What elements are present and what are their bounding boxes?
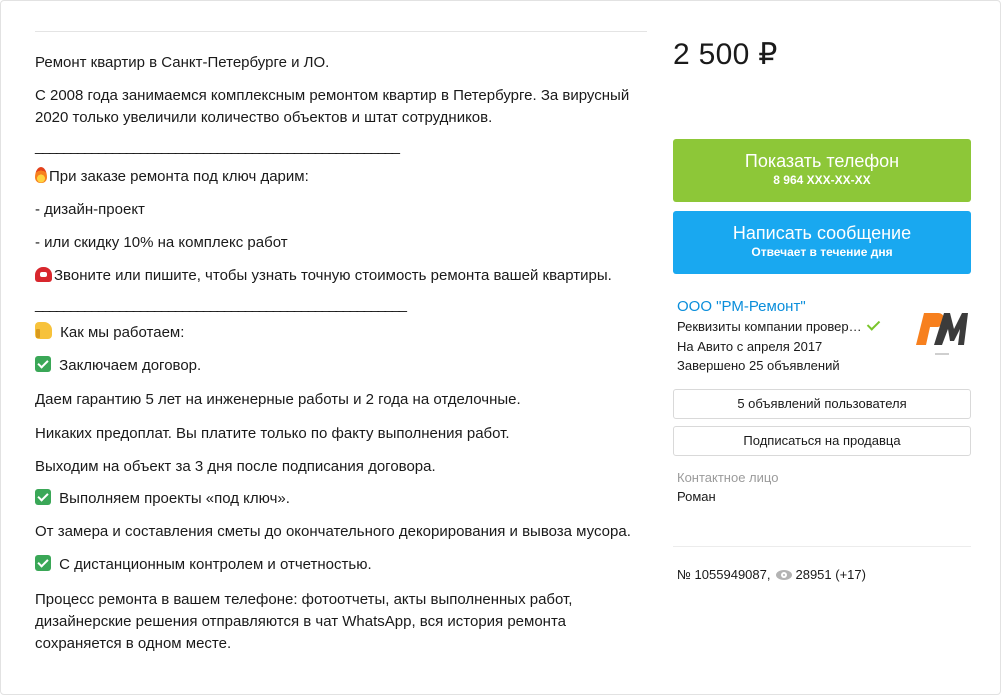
description-text: С дистанционным контролем и отчетностью. <box>59 556 372 573</box>
description-line: От замера и составления сметы до окончательного декорирования и вывоза мусора. <box>35 523 631 540</box>
seller-name-link[interactable]: ООО "РМ-Ремонт" <box>677 298 806 315</box>
eye-icon <box>776 570 792 580</box>
seller-verified <box>677 318 877 336</box>
seller-since: На Авито с апреля 2017 <box>677 339 823 354</box>
description-line <box>35 166 647 188</box>
description-line <box>35 322 647 344</box>
description-line: Даем гарантию 5 лет на инженерные работы и 2 года на отделочные. <box>35 391 521 408</box>
description-text: Звоните или пишите, чтобы узнать точную стоимость ремонта вашей квартиры. <box>54 267 612 284</box>
seller-completed: Завершено 25 объявлений <box>677 358 840 373</box>
description-text: Заключаем договор. <box>59 357 202 374</box>
description-line <box>35 488 647 510</box>
description-line <box>35 355 647 377</box>
description-line: Ремонт квартир в Санкт-Петербурге и ЛО. <box>35 54 330 71</box>
verified-check-icon <box>866 317 879 330</box>
ad-number: № 1055949087, <box>677 567 771 582</box>
ad-description <box>35 31 647 652</box>
check-box-icon <box>35 489 51 505</box>
description-line <box>35 554 647 576</box>
logo-divider <box>935 353 949 355</box>
seller-verified-text: Реквизиты компании провер… <box>677 319 862 334</box>
phone-mask: 8 964 XXX-XX-XX <box>773 173 871 187</box>
description-paragraph: Процесс ремонта в вашем телефоне: фотоотчеты, акты выполненных работ, дизайнерские решения отправляются в чат WhatsApp, вся история ремонта сохраняется в одном месте. <box>35 591 573 652</box>
description-line: Никаких предоплат. Вы платите только по факту выполнения работ. <box>35 425 510 442</box>
response-time: Отвечает в течение дня <box>751 245 893 259</box>
write-message-label: Написать сообщение <box>732 223 912 243</box>
phone-icon <box>35 267 52 282</box>
fire-icon <box>35 167 47 183</box>
description-line: Выходим на объект за 3 дня после подписания договора. <box>35 458 436 475</box>
show-phone-button[interactable] <box>673 139 971 202</box>
seller-logo[interactable] <box>910 299 970 359</box>
thumbs-up-icon <box>35 322 52 339</box>
subscribe-seller-button[interactable]: Подписаться на продавца <box>673 426 971 456</box>
separator-line: _____________________________________________________ <box>35 296 406 313</box>
description-line <box>35 265 647 287</box>
ad-meta <box>677 567 866 582</box>
description-line: - дизайн-проект <box>35 201 145 218</box>
description-line: - или скидку 10% на комплекс работ <box>35 234 288 251</box>
check-box-icon <box>35 555 51 571</box>
divider <box>673 546 971 547</box>
write-message-button[interactable] <box>673 211 971 274</box>
contact-person-label: Контактное лицо <box>677 470 779 485</box>
description-text: Как мы работаем: <box>60 324 185 341</box>
contact-person-name: Роман <box>677 489 716 504</box>
description-paragraph: С 2008 года занимаемся комплексным ремонтом квартир в Петербурге. За вирусный 2020 только увеличили количество объектов и штат сотрудников. <box>35 87 630 126</box>
price: 2 500 ₽ <box>673 38 778 71</box>
check-box-icon <box>35 356 51 372</box>
separator-line: ____________________________________________________ <box>35 138 399 155</box>
description-text: Выполняем проекты «под ключ». <box>59 490 290 507</box>
show-phone-label: Показать телефон <box>744 151 900 171</box>
user-ads-button[interactable]: 5 объявлений пользователя <box>673 389 971 419</box>
description-text: При заказе ремонта под ключ дарим: <box>49 168 309 185</box>
view-count: 28951 (+17) <box>795 567 866 582</box>
